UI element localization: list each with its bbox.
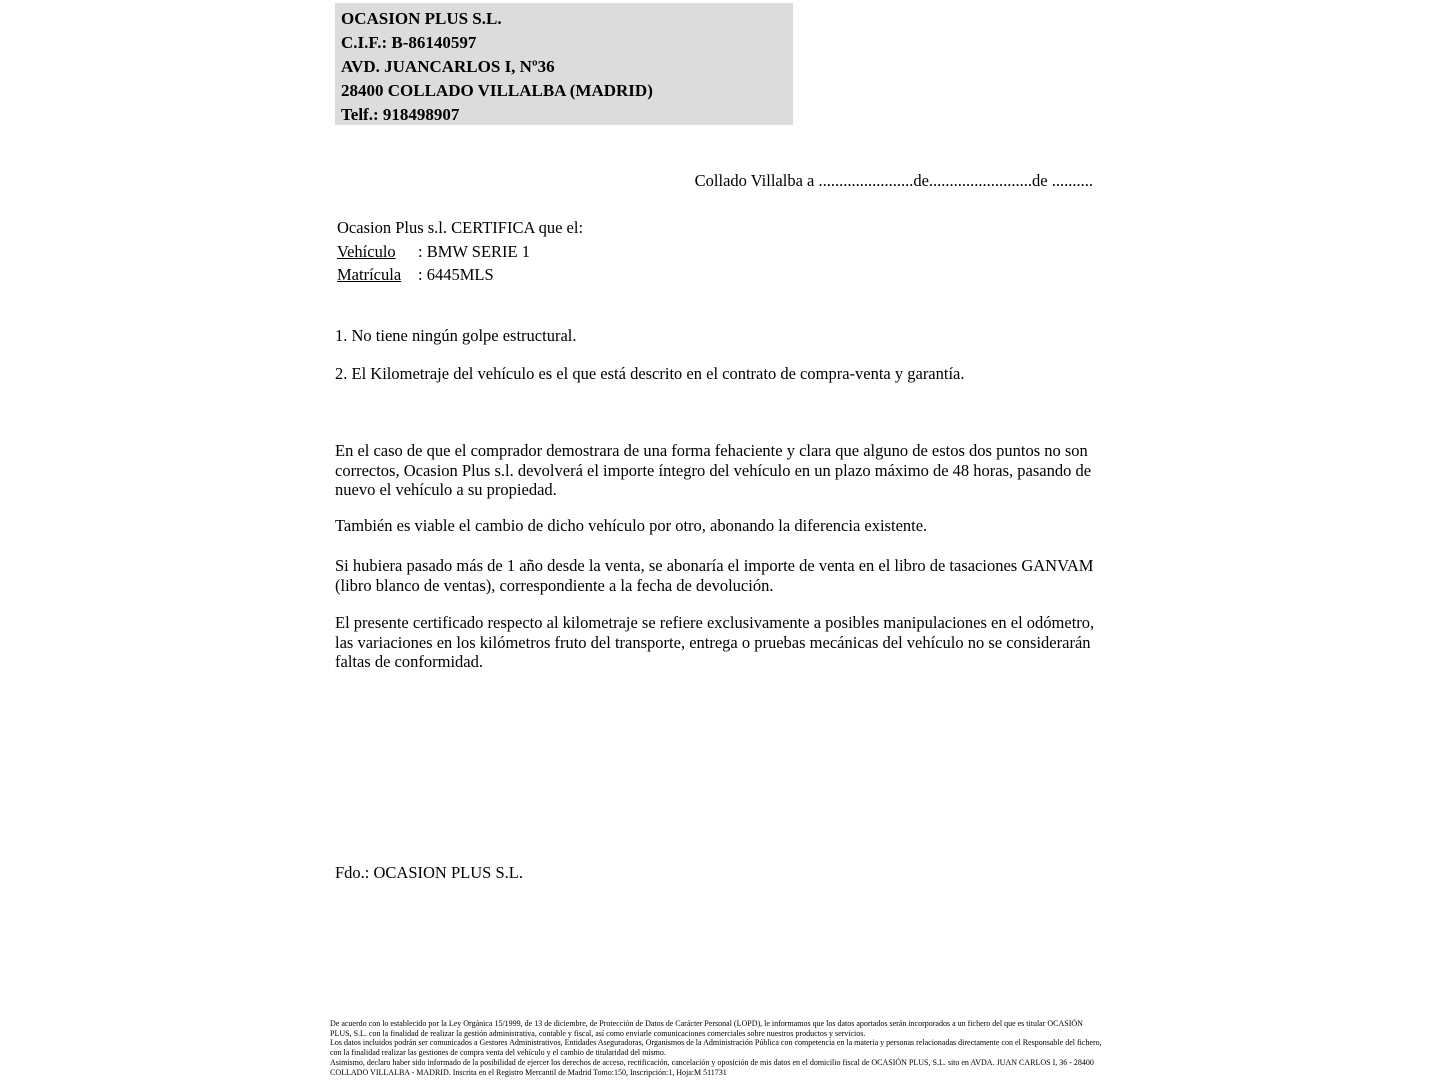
legal-paragraph-2: Los datos incluidos podrán ser comunicados a Gestores Administrativos, Entidades Aseguradoras, Organismos de la Administración Pública con competencia en la materia y personas relacionadas directamente con el Responsable del fichero, con la finalidad realizar las gestiones de compra venta del vehículo y el cambio de titularidad del mismo. [330, 1038, 1102, 1058]
certify-intro: Ocasion Plus s.l. CERTIFICA que el: [337, 218, 584, 237]
paragraph-ganvam: Si hubiera pasado más de 1 año desde la venta, se abonaría el importe de venta en el libro de tasaciones GANVAM (libro blanco de ventas), correspondiente a la fecha de devolución. [335, 556, 1094, 595]
company-address: AVD. JUANCARLOS I, Nº36 [341, 57, 555, 76]
condition-point-1: 1. No tiene ningún golpe estructural. [335, 326, 577, 345]
paragraph-refund: En el caso de que el comprador demostrara de una forma fehaciente y clara que alguno de estos dos puntos no son correctos, Ocasion Plus s.l. devolverá el importe íntegro del vehículo en un plazo máximo de 48 horas, pasando de nuevo el vehículo a su propiedad. [335, 441, 1092, 499]
company-phone: Telf.: 918498907 [341, 105, 460, 124]
paragraph-exchange: También es viable el cambio de dicho vehículo por otro, abonando la diferencia existente. [335, 516, 928, 535]
legal-footer [330, 1019, 1102, 1077]
paragraph-odometer: El presente certificado respecto al kilometraje se refiere exclusivamente a posibles manipulaciones en el odómetro, las variaciones en los kilómetros fruto del transporte, entrega o pruebas mecánicas del vehículo no se considerarán faltas de conformidad. [335, 613, 1095, 671]
company-city: 28400 COLLADO VILLALBA (MADRID) [341, 81, 653, 100]
vehicle-line [337, 240, 583, 264]
date-line: Collado Villalba a .......................de.........................de .......... [694, 171, 1093, 190]
vehicle-label: Vehículo [337, 241, 396, 261]
plate-value: : 6445MLS [418, 265, 494, 284]
company-header [335, 3, 793, 125]
legal-paragraph-3: Asimismo, declaro haber sido informado de la posibilidad de ejercer los derechos de acceso, rectificación, cancelación y oposición de mis datos en el domicilio fiscal de OCASIÓN PLUS, S.L. sito en AVDA. JUAN CARLOS I, 36 - 28400 COLLADO VILLALBA - MADRID. Inscrita en el Registro Mercantil de Madrid Tomo:150, Inscripción:1, Hoja:M 511731 [330, 1057, 1094, 1077]
company-name: OCASION PLUS S.L. [341, 9, 502, 28]
condition-point-2: 2. El Kilometraje del vehículo es el que está descrito en el contrato de compra-venta y garantía. [335, 364, 965, 383]
plate-line [337, 263, 583, 287]
plate-label: Matrícula [337, 265, 402, 284]
vehicle-value: : BMW SERIE 1 [418, 241, 530, 261]
certify-block [337, 216, 583, 287]
signature-line: Fdo.: OCASION PLUS S.L. [335, 863, 523, 882]
company-cif: C.I.F.: B-86140597 [341, 33, 477, 52]
legal-paragraph-1: De acuerdo con lo establecido por la Ley Orgánica 15/1999, de 13 de diciembre, de Protección de Datos de Carácter Personal (LOPD), le informamos que los datos aportados serán incorporados a un fichero del que es titular OCASIÓN PLUS, S.L. con la finalidad de realizar la gestión administrativa, contable y fiscal, así como enviarle comunicaciones comerciales sobre nuestros productos y servicios. [330, 1019, 1083, 1038]
